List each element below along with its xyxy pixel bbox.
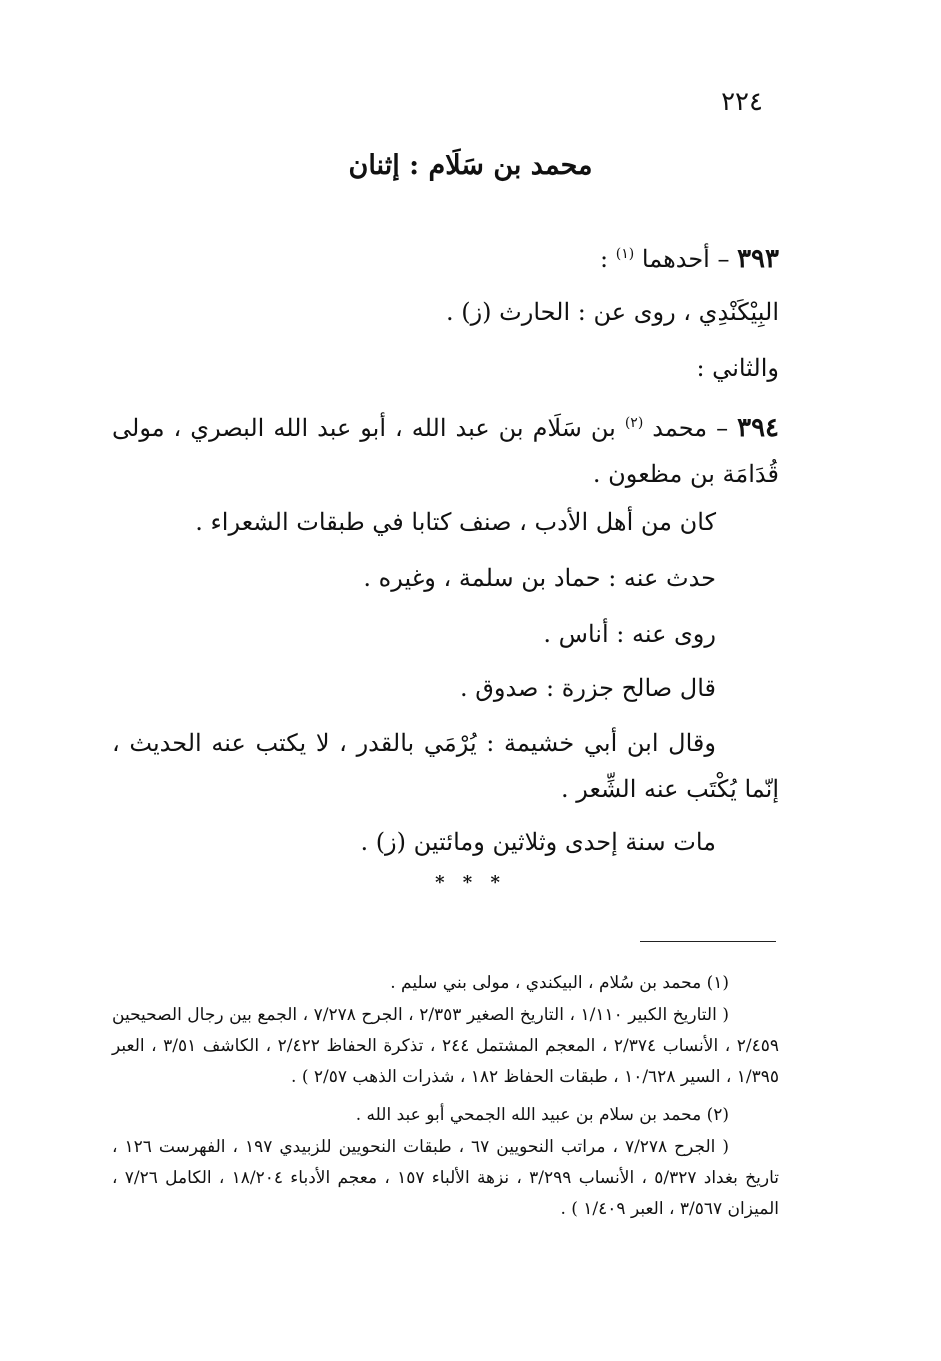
footnote-ref: (١) [615,246,635,262]
footnote-1-text: ( التاريخ الكبير ١/١١٠ ، التاريخ الصغير ٢/٣٥٣ ، الجرح ٧/٢٧٨ ، الجمع بين رجال الصحيحين ٢/٤٥٩ ، الأنساب ٢/٣٧٤ ، المعجم المشتمل ٢٤٤ ، تذكرة الحفاظ ٢/٤٢٢ ، الكاشف ٣/٥١ ، العبر ١/٣٩٥ ، السير ١٠/٦٢٨ ، طبقات الحفاظ ١٨٢ ، شذرات الذهب ٢/٥٧ ) . [112,1005,780,1087]
footnote-2-head: (٢) محمد بن سلام بن عبيد الله الجمحي أبو عبد الله . [355,1105,729,1125]
entry-title-rest: بن سَلَام بن عبد الله ، أبو عبد الله البصري ، مولى قُدَامَة بن مظعون . [112,414,779,488]
section-heading: محمد بن سَلَام : إثنان [348,150,593,181]
bio-line: قال صالح جزرة : صدوق . [459,674,716,702]
footnote-1-head: (١) محمد بن سُلام ، البيكندي ، مولى بني سليم . [390,973,729,993]
footnote-2-body [112,1132,779,1225]
entry-number: ٣٩٤ [737,413,780,443]
entry-393-text: البِيْكَنْدِي ، روى عن : الحارث (ز) . [445,298,779,326]
footnote-1-body [112,1000,779,1093]
footnote-ref: (٢) [624,415,644,431]
entry-lead: – محمد [652,414,729,442]
bio-line: حدث عنه : حماد بن سلمة ، وغيره . [363,564,716,592]
bio-line [112,720,779,812]
footnote-rule [640,941,776,942]
footnote-2-text: ( الجرح ٧/٢٧٨ ، مراتب النحويين ٦٧ ، طبقات النحويين للزبيدي ١٩٧ ، الفهرست ١٢٦ ، تاريخ بغداد ٥/٣٢٧ ، الأنساب ٣/٢٩٩ ، نزهة الألباء ١٥٧ ، معجم الأدباء ١٨/٢٠٤ ، الكامل ٧/٢٦ ، الميزان ٣/٥٦٧ ، العبر ١/٤٠٩ ) . [112,1137,779,1219]
bio-line: روى عنه : أناس . [543,620,716,648]
entry-title-colon: : [600,245,609,273]
bio-line-text: وقال ابن أبي خشيمة : يُرْمَي بالقدر ، لا يكتب عنه الحديث ، إنّما يُكْتَب عنه الشِّعر . [112,729,779,803]
entry-title: – أحدهما [641,245,730,273]
separator-stars: * * * [435,872,506,893]
entry-393-title [112,234,779,279]
page-number: ٢٢٤ [721,87,763,117]
entry-number: ٣٩٣ [737,244,779,274]
entry-394-title [112,400,779,497]
bio-line: كان من أهل الأدب ، صنف كتابا في طبقات الشعراء . [195,508,716,536]
bio-line: مات سنة إحدى وثلاثين ومائتين (ز) . [360,828,716,856]
second-label: والثاني : [696,354,779,382]
